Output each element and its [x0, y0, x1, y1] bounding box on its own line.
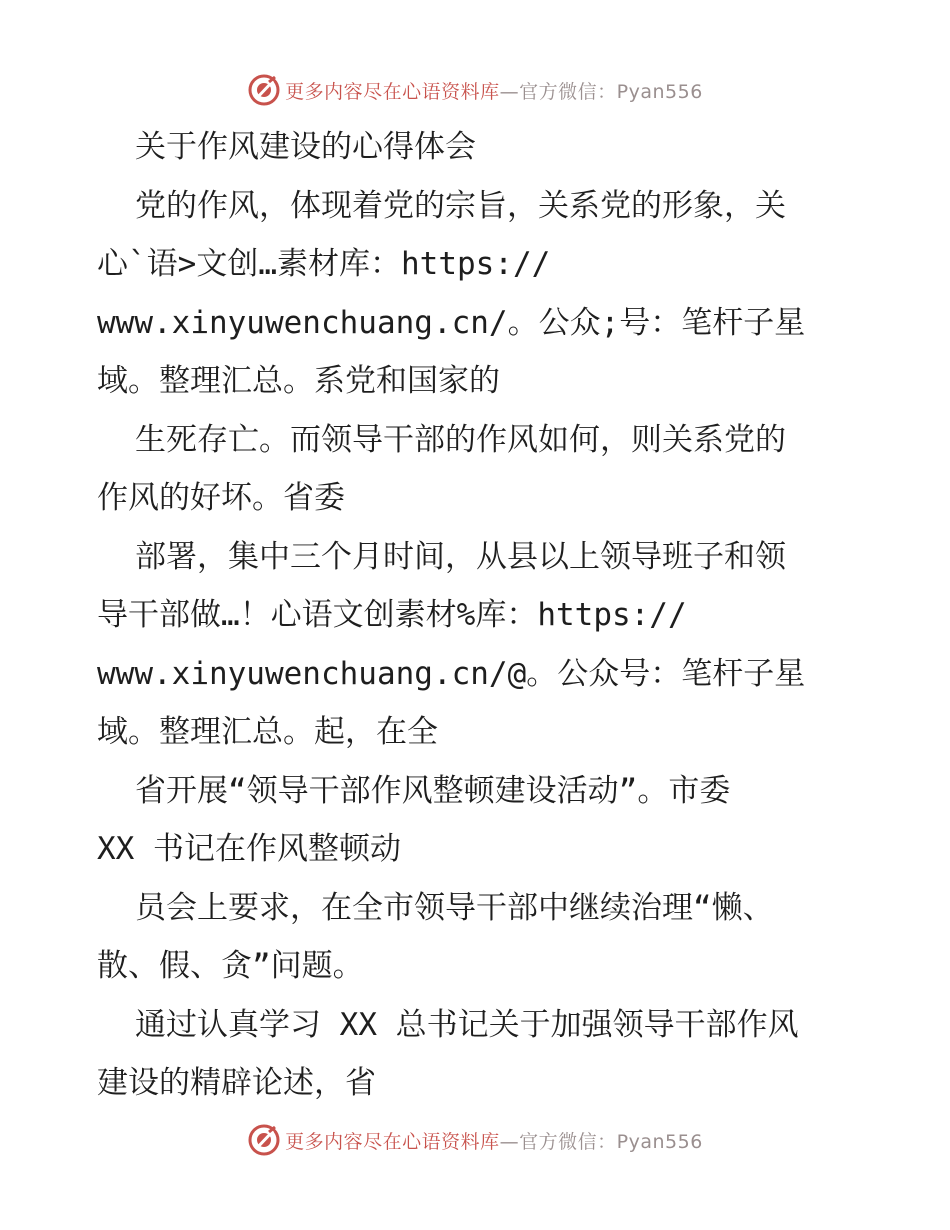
- text-line: 通过认真学习 XX 总书记关于加强领导干部作风: [135, 1006, 799, 1043]
- text-line: 导干部做…！心语文创素材%库：https://: [97, 597, 687, 633]
- watermark-text: 更多内容尽在心语资料库—官方微信：Pyan556: [285, 80, 703, 103]
- text-line: 省开展“领导干部作风整顿建设活动”。市委: [135, 772, 731, 809]
- text-line: 部署，集中三个月时间，从县以上领导班子和领: [135, 538, 786, 575]
- text-line: 党的作风，体现着党的宗旨，关系党的形象，关: [135, 187, 786, 224]
- footer-watermark: [0, 1120, 950, 1160]
- text-line: 生死存亡。而领导干部的作风如何，则关系党的: [135, 421, 786, 458]
- text-line: 作风的好坏。省委: [97, 480, 345, 516]
- text-line: 散、假、贪”问题。: [97, 948, 364, 984]
- text-line: www.xinyuwenchuang.cn/@。公众号：笔杆子星: [97, 655, 806, 692]
- text-line: 心`语>文创…素材库：https://: [97, 246, 551, 282]
- watermark-group: [247, 1123, 703, 1157]
- text-line: XX 书记在作风整顿动: [97, 831, 401, 867]
- watermark-text: 更多内容尽在心语资料库—官方微信：Pyan556: [285, 1130, 703, 1153]
- seal-logo-icon: [247, 73, 281, 107]
- seal-logo-icon: [247, 1123, 281, 1157]
- header-watermark: [0, 70, 950, 110]
- text-line: 域。整理汇总。起，在全: [97, 714, 438, 750]
- text-line: 建设的精辟论述，省: [97, 1065, 376, 1101]
- text-line: 员会上要求，在全市领导干部中继续治理“懒、: [135, 889, 774, 926]
- text-line: 关于作风建设的心得体会: [135, 129, 476, 165]
- text-line: 域。整理汇总。系党和国家的: [97, 363, 500, 399]
- text-line: www.xinyuwenchuang.cn/。公众;号：笔杆子星: [97, 304, 806, 341]
- watermark-group: [247, 73, 703, 107]
- document-body: [97, 118, 897, 1113]
